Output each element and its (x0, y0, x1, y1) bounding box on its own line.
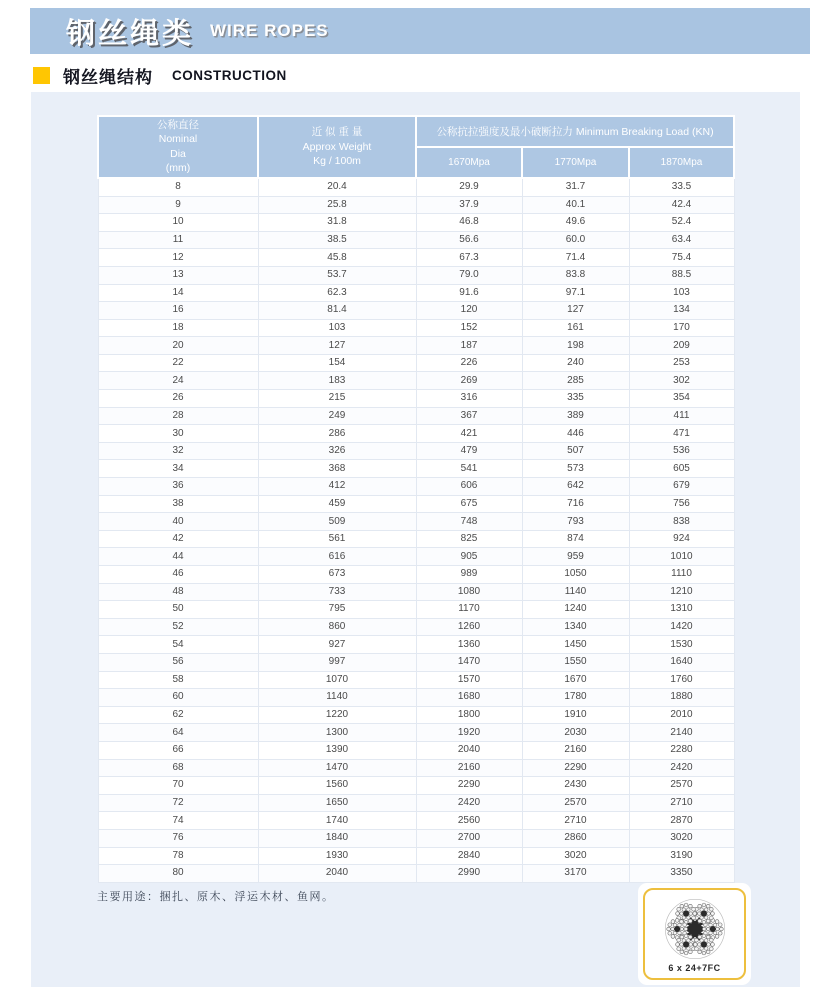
table-cell: 44 (98, 548, 258, 566)
table-cell: 183 (258, 372, 416, 390)
table-cell: 421 (416, 425, 522, 443)
table-row (98, 390, 734, 408)
col-header-1870mpa: 1870Mpa (629, 147, 734, 178)
table-row (98, 530, 734, 548)
rope-construction-card (638, 883, 751, 985)
table-cell: 215 (258, 390, 416, 408)
table-cell: 1010 (629, 548, 734, 566)
table-cell: 70 (98, 777, 258, 795)
table-row (98, 196, 734, 214)
table-row (98, 777, 734, 795)
rope-construction-label: 6 x 24+7FC (668, 962, 721, 973)
table-cell: 31.8 (258, 214, 416, 232)
table-cell: 120 (416, 302, 522, 320)
table-cell: 285 (522, 372, 629, 390)
table-cell: 1910 (522, 706, 629, 724)
table-cell: 1880 (629, 689, 734, 707)
table-cell: 1170 (416, 601, 522, 619)
table-row (98, 706, 734, 724)
table-row (98, 495, 734, 513)
table-row (98, 425, 734, 443)
table-cell: 52 (98, 618, 258, 636)
table-row (98, 566, 734, 584)
table-cell: 905 (416, 548, 522, 566)
table-cell: 446 (522, 425, 629, 443)
table-cell: 46.8 (416, 214, 522, 232)
table-cell: 91.6 (416, 284, 522, 302)
table-cell: 1840 (258, 829, 416, 847)
col-header-diameter-line: Nominal (158, 133, 198, 146)
table-row (98, 653, 734, 671)
table-cell: 54 (98, 636, 258, 654)
table-row (98, 354, 734, 372)
table-cell: 673 (258, 566, 416, 584)
table-cell: 127 (258, 337, 416, 355)
col-header-breaking-load: 公称抗拉强度及最小破断拉力 Minimum Breaking Load (KN) (416, 116, 734, 147)
table-cell: 88.5 (629, 266, 734, 284)
table-cell: 75.4 (629, 249, 734, 267)
table-cell: 38 (98, 495, 258, 513)
table-cell: 20.4 (258, 178, 416, 196)
table-cell: 2290 (416, 777, 522, 795)
table-cell: 874 (522, 530, 629, 548)
table-cell: 2710 (629, 794, 734, 812)
table-cell: 76 (98, 829, 258, 847)
table-cell: 68 (98, 759, 258, 777)
table-cell: 170 (629, 319, 734, 337)
table-cell: 60 (98, 689, 258, 707)
table-cell: 2840 (416, 847, 522, 865)
page-banner (30, 8, 810, 54)
table-cell: 2990 (416, 865, 522, 883)
table-cell: 40.1 (522, 196, 629, 214)
col-header-1770mpa: 1770Mpa (522, 147, 629, 178)
table-cell: 1470 (258, 759, 416, 777)
table-cell: 411 (629, 407, 734, 425)
table-cell: 642 (522, 478, 629, 496)
table-cell: 1780 (522, 689, 629, 707)
table-cell: 1930 (258, 847, 416, 865)
table-cell: 49.6 (522, 214, 629, 232)
table-row (98, 847, 734, 865)
table-cell: 354 (629, 390, 734, 408)
table-cell: 541 (416, 460, 522, 478)
table-cell: 25.8 (258, 196, 416, 214)
table-row (98, 337, 734, 355)
table-cell: 2040 (258, 865, 416, 883)
table-cell: 1140 (258, 689, 416, 707)
table-row (98, 407, 734, 425)
usage-note: 主要用途：捆扎、原木、浮运木材、鱼网。 (97, 891, 335, 903)
table-cell: 561 (258, 530, 416, 548)
table-cell: 1070 (258, 671, 416, 689)
table-cell: 40 (98, 513, 258, 531)
table-cell: 71.4 (522, 249, 629, 267)
table-cell: 316 (416, 390, 522, 408)
section-title-en: CONSTRUCTION (172, 68, 287, 83)
table-row (98, 231, 734, 249)
table-cell: 48 (98, 583, 258, 601)
spec-table-wrap (97, 115, 735, 883)
table-row (98, 865, 734, 883)
section-title-zh: 钢丝绳结构 (63, 68, 153, 87)
table-cell: 22 (98, 354, 258, 372)
table-cell: 989 (416, 566, 522, 584)
wire-rope-spec-table (97, 115, 735, 883)
table-cell: 1670 (522, 671, 629, 689)
table-cell: 11 (98, 231, 258, 249)
table-cell: 536 (629, 442, 734, 460)
table-cell: 368 (258, 460, 416, 478)
table-cell: 2710 (522, 812, 629, 830)
table-cell: 1260 (416, 618, 522, 636)
banner-title-zh: 钢丝绳类 (66, 17, 195, 50)
table-cell: 479 (416, 442, 522, 460)
table-cell: 209 (629, 337, 734, 355)
table-cell: 389 (522, 407, 629, 425)
table-cell: 154 (258, 354, 416, 372)
table-cell: 1530 (629, 636, 734, 654)
table-cell: 1680 (416, 689, 522, 707)
table-cell: 34 (98, 460, 258, 478)
table-cell: 45.8 (258, 249, 416, 267)
table-cell: 1470 (416, 653, 522, 671)
table-cell: 1360 (416, 636, 522, 654)
table-cell: 1800 (416, 706, 522, 724)
table-row (98, 319, 734, 337)
table-cell: 9 (98, 196, 258, 214)
table-cell: 1640 (629, 653, 734, 671)
table-cell: 793 (522, 513, 629, 531)
rope-construction-box (643, 888, 746, 980)
table-row (98, 214, 734, 232)
table-row (98, 724, 734, 742)
table-cell: 860 (258, 618, 416, 636)
table-cell: 33.5 (629, 178, 734, 196)
table-cell: 326 (258, 442, 416, 460)
col-header-weight-line: Approx Weight (302, 140, 372, 153)
table-cell: 616 (258, 548, 416, 566)
table-cell: 13 (98, 266, 258, 284)
table-row (98, 671, 734, 689)
table-cell: 3020 (629, 829, 734, 847)
table-cell: 32 (98, 442, 258, 460)
table-row (98, 794, 734, 812)
table-cell: 1110 (629, 566, 734, 584)
table-cell: 56 (98, 653, 258, 671)
table-cell: 187 (416, 337, 522, 355)
table-cell: 63.4 (629, 231, 734, 249)
table-body (98, 178, 734, 882)
table-cell: 997 (258, 653, 416, 671)
table-cell: 78 (98, 847, 258, 865)
table-cell: 269 (416, 372, 522, 390)
table-cell: 8 (98, 178, 258, 196)
table-cell: 795 (258, 601, 416, 619)
table-cell: 62 (98, 706, 258, 724)
table-cell: 36 (98, 478, 258, 496)
table-cell: 2420 (416, 794, 522, 812)
table-cell: 1050 (522, 566, 629, 584)
table-cell: 42.4 (629, 196, 734, 214)
table-cell: 103 (258, 319, 416, 337)
table-cell: 29.9 (416, 178, 522, 196)
table-cell: 42 (98, 530, 258, 548)
table-cell: 3020 (522, 847, 629, 865)
table-cell: 1310 (629, 601, 734, 619)
table-cell: 50 (98, 601, 258, 619)
table-cell: 62.3 (258, 284, 416, 302)
banner-title-en: WIRE ROPES (210, 21, 329, 40)
table-cell: 66 (98, 741, 258, 759)
col-header-diameter (98, 116, 258, 178)
table-row (98, 249, 734, 267)
table-cell: 2140 (629, 724, 734, 742)
table-cell: 2430 (522, 777, 629, 795)
table-row (98, 302, 734, 320)
table-cell: 152 (416, 319, 522, 337)
table-cell: 2030 (522, 724, 629, 742)
table-cell: 2160 (522, 741, 629, 759)
table-cell: 733 (258, 583, 416, 601)
table-cell: 2160 (416, 759, 522, 777)
table-cell: 2280 (629, 741, 734, 759)
table-cell: 103 (629, 284, 734, 302)
table-cell: 1140 (522, 583, 629, 601)
table-cell: 509 (258, 513, 416, 531)
col-header-weight-line: 近 似 重 量 (311, 126, 363, 139)
table-cell: 12 (98, 249, 258, 267)
col-header-weight (258, 116, 416, 178)
table-cell: 2570 (629, 777, 734, 795)
table-cell: 18 (98, 319, 258, 337)
table-cell: 1570 (416, 671, 522, 689)
table-cell: 97.1 (522, 284, 629, 302)
table-cell: 2010 (629, 706, 734, 724)
content-panel (31, 92, 800, 987)
table-cell: 24 (98, 372, 258, 390)
table-cell: 127 (522, 302, 629, 320)
table-cell: 1220 (258, 706, 416, 724)
table-row (98, 812, 734, 830)
table-cell: 2860 (522, 829, 629, 847)
table-row (98, 601, 734, 619)
table-cell: 249 (258, 407, 416, 425)
table-cell: 573 (522, 460, 629, 478)
col-header-diameter-line: Dia (170, 147, 186, 160)
table-cell: 1300 (258, 724, 416, 742)
table-cell: 134 (629, 302, 734, 320)
table-cell: 37.9 (416, 196, 522, 214)
table-cell: 3350 (629, 865, 734, 883)
table-row (98, 442, 734, 460)
table-cell: 226 (416, 354, 522, 372)
table-cell: 1740 (258, 812, 416, 830)
table-cell: 675 (416, 495, 522, 513)
table-row (98, 829, 734, 847)
table-cell: 64 (98, 724, 258, 742)
table-cell: 28 (98, 407, 258, 425)
table-cell: 10 (98, 214, 258, 232)
table-row (98, 284, 734, 302)
table-cell: 81.4 (258, 302, 416, 320)
table-cell: 74 (98, 812, 258, 830)
table-cell: 459 (258, 495, 416, 513)
col-header-diameter-line: 公称直径 (157, 119, 199, 131)
table-cell: 2700 (416, 829, 522, 847)
table-cell: 80 (98, 865, 258, 883)
table-row (98, 741, 734, 759)
table-cell: 2560 (416, 812, 522, 830)
table-cell: 2040 (416, 741, 522, 759)
table-cell: 927 (258, 636, 416, 654)
yellow-bullet-icon (33, 67, 50, 84)
table-cell: 1560 (258, 777, 416, 795)
table-cell: 56.6 (416, 231, 522, 249)
table-cell: 2420 (629, 759, 734, 777)
table-row (98, 689, 734, 707)
table-cell: 30 (98, 425, 258, 443)
table-cell: 52.4 (629, 214, 734, 232)
table-cell: 959 (522, 548, 629, 566)
section-heading (33, 63, 287, 88)
table-row (98, 513, 734, 531)
table-cell: 716 (522, 495, 629, 513)
table-cell: 1240 (522, 601, 629, 619)
table-cell: 253 (629, 354, 734, 372)
table-cell: 14 (98, 284, 258, 302)
col-header-weight-line: Kg / 100m (313, 155, 361, 168)
table-cell: 53.7 (258, 266, 416, 284)
table-cell: 161 (522, 319, 629, 337)
table-cell: 2290 (522, 759, 629, 777)
table-cell: 26 (98, 390, 258, 408)
table-cell: 367 (416, 407, 522, 425)
table-cell: 825 (416, 530, 522, 548)
table-cell: 1080 (416, 583, 522, 601)
table-cell: 38.5 (258, 231, 416, 249)
table-cell: 83.8 (522, 266, 629, 284)
table-row (98, 460, 734, 478)
table-row (98, 636, 734, 654)
table-cell: 838 (629, 513, 734, 531)
table-cell: 335 (522, 390, 629, 408)
table-cell: 16 (98, 302, 258, 320)
table-cell: 2570 (522, 794, 629, 812)
table-cell: 2870 (629, 812, 734, 830)
table-cell: 1390 (258, 741, 416, 759)
table-cell: 471 (629, 425, 734, 443)
table-cell: 748 (416, 513, 522, 531)
table-cell: 679 (629, 478, 734, 496)
table-cell: 606 (416, 478, 522, 496)
table-cell: 1920 (416, 724, 522, 742)
table-cell: 286 (258, 425, 416, 443)
table-row (98, 372, 734, 390)
table-cell: 3170 (522, 865, 629, 883)
table-cell: 1760 (629, 671, 734, 689)
wire-rope-cross-section-icon (661, 896, 729, 962)
table-cell: 46 (98, 566, 258, 584)
table-cell: 924 (629, 530, 734, 548)
table-cell: 1650 (258, 794, 416, 812)
table-row (98, 759, 734, 777)
table-cell: 756 (629, 495, 734, 513)
table-row (98, 548, 734, 566)
table-cell: 60.0 (522, 231, 629, 249)
table-cell: 79.0 (416, 266, 522, 284)
col-header-diameter-line: (mm) (165, 162, 191, 175)
table-row (98, 478, 734, 496)
table-cell: 412 (258, 478, 416, 496)
table-cell: 58 (98, 671, 258, 689)
table-cell: 31.7 (522, 178, 629, 196)
table-cell: 1340 (522, 618, 629, 636)
table-cell: 1420 (629, 618, 734, 636)
table-cell: 20 (98, 337, 258, 355)
table-cell: 507 (522, 442, 629, 460)
table-cell: 72 (98, 794, 258, 812)
table-cell: 67.3 (416, 249, 522, 267)
table-row (98, 618, 734, 636)
table-row (98, 583, 734, 601)
table-cell: 1450 (522, 636, 629, 654)
table-cell: 302 (629, 372, 734, 390)
table-cell: 240 (522, 354, 629, 372)
table-cell: 3190 (629, 847, 734, 865)
table-cell: 1550 (522, 653, 629, 671)
table-cell: 1210 (629, 583, 734, 601)
table-cell: 605 (629, 460, 734, 478)
table-row (98, 178, 734, 196)
table-row (98, 266, 734, 284)
table-cell: 198 (522, 337, 629, 355)
col-header-1670mpa: 1670Mpa (416, 147, 522, 178)
